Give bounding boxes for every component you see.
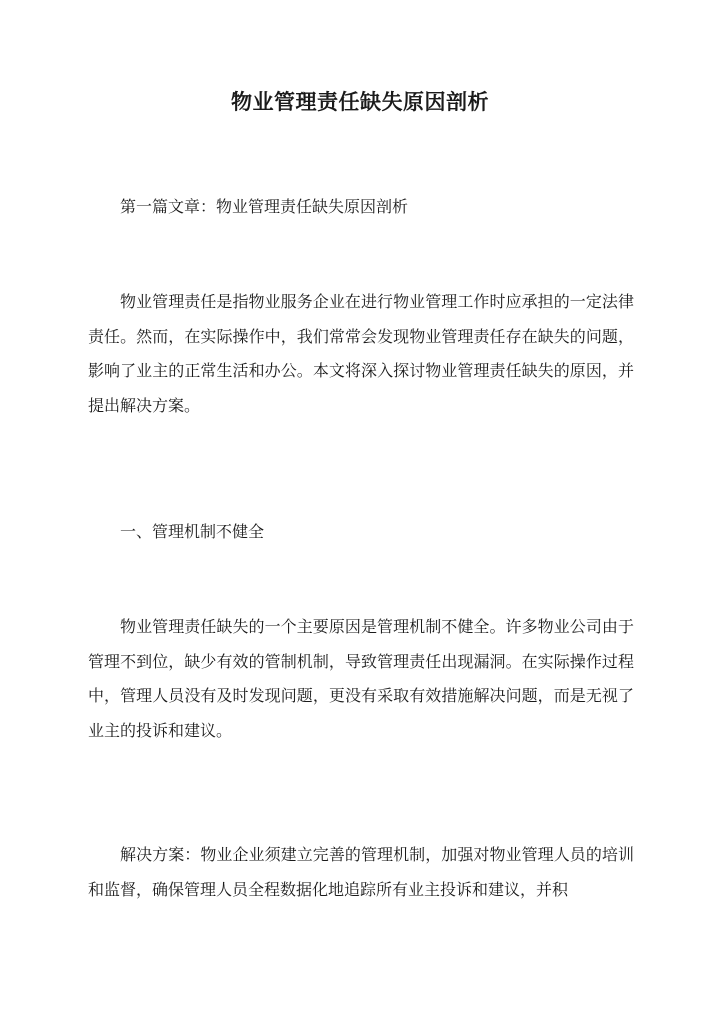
section-1-paragraph: 物业管理责任缺失的一个主要原因是管理机制不健全。许多物业公司由于管理不到位，缺少有效的管制机制，导致管理责任出现漏洞。在实际操作过程中，管理人员没有及时发现问题，更没有采取有效措施解决问题，而是无视了业主的投诉和建议。 [88,617,634,740]
section-heading-1: 一、管理机制不健全 [120,522,265,541]
solution-paragraph: 解决方案：物业企业须建立完善的管理机制，加强对物业管理人员的培训和监督，确保管理人员全程数据化地追踪所有业主投诉和建议，并积 [88,845,634,899]
document-title: 物业管理责任缺失原因剖析 [231,89,489,114]
intro-paragraph: 物业管理责任是指物业服务企业在进行物业管理工作时应承担的一定法律责任。然而，在实际操作中，我们常常会发现物业管理责任存在缺失的问题，影响了业主的正常生活和办公。本文将深入探讨物业管理责任缺失的原因，并提出解决方案。 [88,292,634,415]
article-heading: 第一篇文章：物业管理责任缺失原因剖析 [120,197,409,216]
